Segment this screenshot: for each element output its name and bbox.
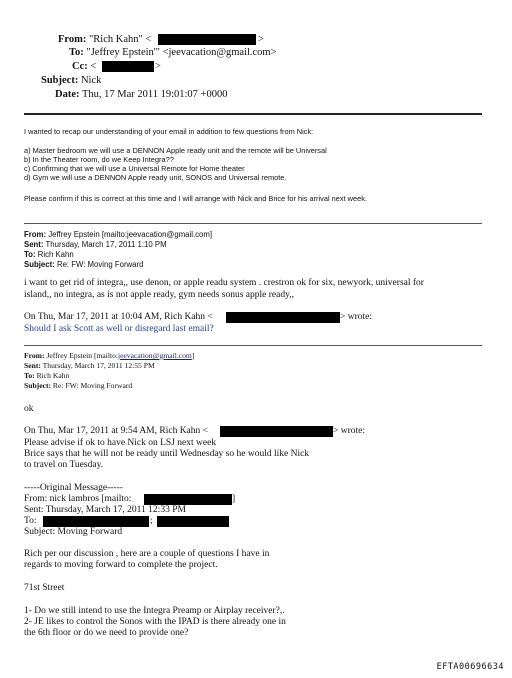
header-from-value: "Rich Kahn" < xyxy=(89,34,152,45)
original-p1-line2: regards to moving forward to complete the project. xyxy=(24,560,218,570)
msg1-item-b: b) In the Theater room, do we Keep Integra?? xyxy=(24,155,174,164)
msg2-quote-header: On Thu, Mar 17, 2011 at 10:04 AM, Rich Kahn < xyxy=(24,312,213,322)
original-subject: Subject: Moving Forward xyxy=(24,527,123,537)
msg3-quote-wrote: > wrote: xyxy=(333,426,366,436)
msg3-to-label: To: xyxy=(24,371,35,380)
msg2-body-line2: island,, no integra, as is not apple ready, gym needs sonus apple ready,, xyxy=(24,290,294,300)
msg3-sent-value: Thursday, March 17, 2011 12:55 PM xyxy=(42,361,155,370)
header-cc-tail: > xyxy=(155,61,161,72)
original-p1-line1: Rich per our discussion , here are a couple of questions I have in xyxy=(24,549,270,559)
msg2-subject-label: Subject: xyxy=(24,260,55,269)
msg2-subject xyxy=(24,260,143,269)
msg2-sent-label: Sent: xyxy=(24,240,44,249)
msg2-sent-value: Thursday, March 17, 2011 1:10 PM xyxy=(45,240,167,249)
document-id: EFTA00696634 xyxy=(436,662,504,672)
original-question-1: 1- Do we still intend to use the Integra Preamp or Airplay receiver?,. xyxy=(24,606,285,616)
redaction-bar xyxy=(102,61,154,72)
header-cc-label: Cc: xyxy=(72,61,88,72)
header-from xyxy=(58,34,151,45)
header-date xyxy=(55,89,227,100)
msg3-line-3: to travel on Tuesday. xyxy=(24,460,104,470)
original-from-tail: ] xyxy=(232,494,236,504)
msg1-divider xyxy=(24,223,482,224)
msg1-item-d: d) Gym we will use a DENNON Apple ready unit, SONOS and Universal remote. xyxy=(24,173,287,182)
redaction-bar xyxy=(220,426,333,437)
msg3-sent xyxy=(24,361,155,370)
header-date-label: Date: xyxy=(55,89,80,100)
msg3-email-link[interactable]: jeevacation@gmail.com xyxy=(118,351,192,360)
redaction-bar xyxy=(144,494,232,505)
original-to: To: xyxy=(24,516,37,526)
msg2-body-line1: i want to get rid of integra,, use denon, or apple readu system . crestron ok for six, newyork, universal for xyxy=(24,278,424,288)
header-subject-value: Nick xyxy=(80,75,102,86)
msg1-item-c: c) Confirming that we will use a Universal Remote for Home theater xyxy=(24,164,245,173)
redaction-bar xyxy=(226,312,340,323)
header-date-value: Thu, 17 Mar 2011 19:01:07 +0000 xyxy=(81,89,228,100)
header-subject xyxy=(41,75,101,86)
msg1-intro: I wanted to recap our understanding of your email in addition to few questions from Nick: xyxy=(24,127,314,136)
msg3-from-suffix: ] xyxy=(191,351,195,360)
header-cc xyxy=(72,61,96,72)
msg1-closing: Please confirm if this is correct at this time and I will arrange with Nick and Brice for his arrival next week. xyxy=(24,194,367,203)
msg2-to-label: To: xyxy=(24,250,36,259)
redaction-bar xyxy=(157,516,229,527)
msg2-subject-value: Re: FW: Moving Forward xyxy=(56,260,144,269)
msg3-body: ok xyxy=(24,404,34,414)
msg3-subject xyxy=(24,381,132,390)
header-to-label: To: xyxy=(69,47,84,58)
msg3-quote-header: On Thu, Mar 17, 2011 at 9:54 AM, Rich Kahn < xyxy=(24,426,208,436)
redaction-bar xyxy=(43,516,149,527)
msg2-quote-wrote: > wrote: xyxy=(340,312,373,322)
msg3-from xyxy=(24,351,194,360)
original-question-2-line2: the 6th floor or do we need to provide one? xyxy=(24,628,189,638)
msg3-sent-label: Sent: xyxy=(24,361,41,370)
msg3-subject-value: Re: FW: Moving Forward xyxy=(52,381,133,390)
header-from-label: From: xyxy=(58,34,87,45)
original-to-separator: ; xyxy=(150,516,153,526)
msg2-quote-line: Should I ask Scott as well or disregard last email? xyxy=(24,324,214,334)
msg3-line-2: Brice says that he will not be ready until Wednesday so he would like Nick xyxy=(24,449,310,459)
msg3-to-value: Rich Kahn xyxy=(36,371,70,380)
original-from: From: nick lambros [mailto: xyxy=(24,494,132,504)
msg3-from-prefix: Jeffrey Epstein [mailto: xyxy=(46,351,118,360)
msg2-from xyxy=(24,230,212,239)
header-subject-label: Subject: xyxy=(41,75,79,86)
msg3-from-label: From: xyxy=(24,351,45,360)
msg2-sent xyxy=(24,240,167,249)
original-question-2-line1: 2- JE likes to control the Sonos with the IPAD is there already one in xyxy=(24,617,286,627)
original-separator: -----Original Message----- xyxy=(24,483,123,493)
redaction-bar xyxy=(158,34,256,45)
msg2-from-label: From: xyxy=(24,230,47,239)
msg3-to xyxy=(24,371,69,380)
original-section-title: 71st Street xyxy=(24,583,65,593)
header-from-tail: > xyxy=(258,34,264,45)
header-to xyxy=(69,47,277,58)
header-to-value: "Jeffrey Epstein'" <jeevacation@gmail.com> xyxy=(86,47,277,58)
msg1-item-a: a) Master bedroom we will use a DENNON Apple ready unit and the remote will be Universal xyxy=(24,146,327,155)
msg2-divider xyxy=(24,345,482,346)
header-divider xyxy=(24,113,482,115)
msg3-line-1: Please advise if ok to have Nick on LSJ next week xyxy=(24,438,217,448)
msg3-subject-label: Subject: xyxy=(24,381,51,390)
msg2-from-value: Jeffrey Epstein [mailto:jeevacation@gmail.com] xyxy=(48,230,213,239)
msg2-to xyxy=(24,250,74,259)
original-sent: Sent: Thursday, March 17, 2011 12:33 PM xyxy=(24,505,186,515)
msg2-to-value: Rich Kahn xyxy=(37,250,74,259)
header-cc-value: < xyxy=(90,61,97,72)
